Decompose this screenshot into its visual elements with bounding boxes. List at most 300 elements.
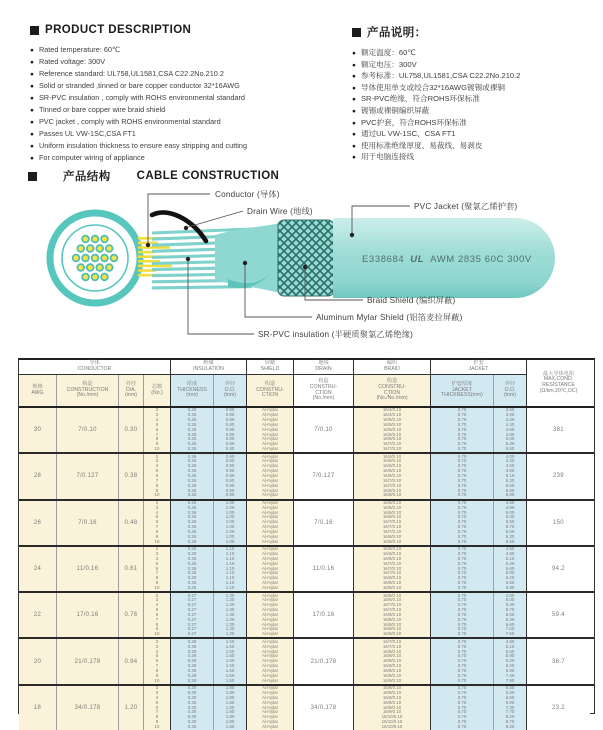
value-line: Al-mylar	[261, 560, 279, 566]
value-line: 16/5/0.10	[382, 499, 402, 505]
value-line: 0.70	[457, 407, 467, 413]
value-line: 0.70	[457, 412, 467, 418]
cell-resistance	[527, 686, 590, 730]
value-line: 0.70	[457, 658, 467, 664]
value-line: 6	[155, 611, 159, 617]
value-line: 5	[155, 560, 159, 566]
table-row-awg-22	[19, 593, 594, 639]
subheader-construction	[57, 375, 119, 406]
value: 1.20	[124, 704, 138, 711]
value-line: 3	[155, 643, 159, 649]
value-line: 0.70	[457, 524, 467, 530]
value-line: 0.25	[187, 555, 197, 561]
value-line: 0.80	[225, 417, 235, 423]
subheader-line: 构造	[318, 378, 329, 385]
value-line: Al-mylar	[261, 504, 279, 510]
subheader-line: 外径	[125, 381, 137, 388]
subheader-line: CONSTRU-	[309, 383, 338, 390]
value-line: 1.00	[225, 514, 235, 520]
value: 23.2	[552, 704, 565, 711]
core-dot	[87, 245, 94, 252]
value: 0.61	[124, 566, 138, 573]
value-line: 2	[155, 638, 159, 644]
construction-title-cn: 产品结构	[63, 171, 111, 183]
cell-cores	[144, 501, 171, 545]
value-line: 0.70	[457, 580, 467, 586]
value-line: 1.30	[225, 592, 235, 598]
cell-drain	[294, 408, 354, 452]
value-line: 10	[154, 677, 160, 683]
value-line: 16/7/0.10	[382, 607, 402, 613]
value-line: 16/5/0.10	[382, 463, 402, 469]
value-line: 0.27	[187, 607, 197, 613]
value: 17/0.16	[76, 612, 99, 619]
cell-resistance	[527, 593, 590, 637]
value-line: 5	[155, 607, 159, 613]
subheader-line: (No.)	[151, 389, 163, 396]
value-line: 6.80	[505, 584, 515, 590]
subheader-line: DIA.	[125, 386, 137, 393]
value-line: 0.28	[187, 672, 197, 678]
value-line: 1.50	[225, 643, 235, 649]
value-line: 0.25	[187, 546, 197, 552]
cell-braid	[354, 454, 431, 498]
value-line: 6.00	[505, 492, 515, 498]
value-line: 16/8/0.10	[382, 492, 402, 498]
value-line: 1.80	[225, 699, 235, 705]
value-line: 16/4/0.10	[382, 407, 402, 413]
value-line: 1.30	[225, 631, 235, 637]
value-line: 0.70	[457, 504, 467, 510]
value-line: 1.30	[225, 626, 235, 632]
value-line: 0.25	[187, 551, 197, 557]
value: 0.76	[124, 612, 138, 619]
value-line: 10	[154, 492, 160, 498]
jacket-print-cert: E338684	[362, 254, 405, 265]
value: 22	[33, 612, 42, 619]
value-line: Al-mylar	[261, 482, 279, 488]
value-line: 16/6/0.10	[382, 473, 402, 479]
value-line: 0.70	[457, 499, 467, 505]
value-line: 0.80	[225, 441, 235, 447]
product-notes-heading	[352, 24, 521, 40]
cell-dia	[119, 408, 144, 452]
product-note-item: ● 用于电脑连接线	[352, 152, 521, 164]
cell-drain	[294, 454, 354, 498]
subheader-braid	[354, 375, 431, 406]
value-line: 1.00	[225, 538, 235, 544]
value: 11/0.16	[312, 566, 335, 573]
cell-dia	[119, 454, 144, 498]
value-line: 1.30	[225, 616, 235, 622]
value-line: 0.70	[457, 689, 467, 695]
cell-drain	[294, 593, 354, 637]
value-line: 16/4/0.10	[382, 453, 402, 459]
value-line: Al-mylar	[261, 524, 279, 530]
subheader-line: THICKNESS	[177, 386, 207, 393]
value-line: 6.00	[505, 529, 515, 534]
cell-braid	[354, 501, 431, 545]
value-line: 16/5/0.10	[382, 417, 402, 423]
cell-drain	[294, 686, 354, 730]
value-line: 8	[155, 529, 159, 534]
value-line: Al-mylar	[261, 487, 279, 493]
value-line: 0.25	[187, 446, 197, 452]
cell-braid	[354, 593, 431, 637]
value-line: 16/8/0.10	[382, 580, 402, 586]
value-line: 0.25	[187, 421, 197, 427]
cell-construction	[57, 639, 119, 683]
value-line: Al-mylar	[261, 672, 279, 678]
value-line: 0.80	[225, 412, 235, 418]
value-line: 0.26	[187, 487, 197, 493]
subheader-line: CONSTRUCTION	[66, 386, 109, 393]
core-dot	[77, 245, 84, 252]
value-line: 16/8/0.10	[382, 631, 402, 637]
value-line: 16/9/0.10	[382, 667, 402, 673]
value-line: 0.25	[187, 431, 197, 437]
cell-jacket-thickness	[431, 408, 494, 452]
value-line: 6	[155, 658, 159, 664]
value-line: 0.70	[457, 602, 467, 608]
value-line: 0.70	[457, 468, 467, 474]
group-jacket: 护套 JACKET	[431, 360, 527, 375]
value-line: 1.80	[225, 685, 235, 691]
value-line: 0.70	[457, 611, 467, 617]
value-line: 0.70	[457, 719, 467, 725]
value-line: 0.25	[187, 575, 197, 581]
subheader-line: (No./No./mm)	[376, 395, 408, 402]
product-note-item: ● 镀锡或裸铜编织屏蔽	[352, 106, 521, 118]
cell-construction	[57, 454, 119, 498]
cell-braid	[354, 686, 431, 730]
cell-ins-od	[214, 593, 247, 637]
core-dot	[92, 255, 99, 262]
value-line: Al-mylar	[261, 421, 279, 427]
cell-jacket-od	[494, 501, 527, 545]
cell-ins-od	[214, 639, 247, 683]
group-resistance	[527, 360, 590, 406]
core-dot	[92, 274, 99, 281]
subheader-line: O.D.	[224, 386, 236, 393]
value-line: 1.80	[225, 704, 235, 710]
value-line: 16/7/0.10	[382, 529, 402, 534]
value-line: 0.70	[457, 723, 467, 729]
value-line: 16/8/0.10	[382, 611, 402, 617]
value-line: Al-mylar	[261, 519, 279, 525]
value-line: 4	[155, 463, 159, 469]
value-line: 6	[155, 519, 159, 525]
value-line: 0.26	[187, 533, 197, 539]
value-line: 0.90	[225, 492, 235, 498]
value-line: Al-mylar	[261, 597, 279, 603]
subheader-ins-thickness	[171, 375, 214, 406]
value-line: 4.40	[505, 421, 515, 427]
subheader-awg	[19, 375, 57, 406]
product-note-item: ● 使用标准绝缘厚度、易裁线、易剥皮	[352, 141, 521, 153]
core-dot	[101, 236, 108, 243]
product-note-item: ● 额定电压：300V	[352, 60, 521, 72]
cell-resistance	[527, 454, 590, 498]
value-line: 0.70	[457, 417, 467, 423]
value-line: 0.25	[187, 565, 197, 571]
group-drain: 地线 DRAIN	[294, 360, 354, 375]
value-line: Al-mylar	[261, 616, 279, 622]
value-line: 2	[155, 546, 159, 552]
value-line: 1.10	[225, 560, 235, 566]
value-line: 0.25	[187, 412, 197, 418]
value-line: 0.26	[187, 538, 197, 544]
value-line: 1.30	[225, 597, 235, 603]
value-line: 5.70	[505, 607, 515, 613]
value-line: 0.27	[187, 602, 197, 608]
subheader-line: 规格	[32, 383, 43, 390]
table-row-awg-20	[19, 639, 594, 685]
value-line: 4.60	[505, 463, 515, 469]
value-line: Al-mylar	[261, 551, 279, 557]
value-line: 6.20	[505, 658, 515, 664]
value-line: 0.70	[457, 648, 467, 654]
value-line: 0.70	[457, 694, 467, 700]
cell-jacket-thickness	[431, 547, 494, 591]
value-line: 5.30	[505, 514, 515, 520]
value-line: Al-mylar	[261, 653, 279, 659]
value-line: 16/8/0.10	[382, 663, 402, 669]
table-row-awg-26	[19, 501, 594, 547]
cell-ins-thickness	[171, 408, 214, 452]
product-description-heading	[30, 24, 247, 36]
value: 7/0.10	[78, 427, 97, 434]
subheader-line: 厚度	[186, 381, 198, 388]
value: 34/0.178	[310, 704, 337, 711]
subheader-drain	[294, 375, 354, 406]
value-line: 0.70	[457, 453, 467, 459]
value: 0.30	[124, 427, 138, 434]
value-line: 1.00	[225, 504, 235, 510]
value-line: Al-mylar	[261, 607, 279, 613]
cell-braid	[354, 408, 431, 452]
spec-table-body	[19, 408, 594, 730]
product-description-item: ● Uniform insulation thickness to ensure easy stripping and cutting	[30, 140, 247, 152]
value-line: 5.30	[505, 477, 515, 483]
cell-ins-od	[214, 686, 247, 730]
jacket-print-spec: AWM 2835 60C 300V	[430, 254, 532, 265]
value-line: 1.10	[225, 551, 235, 557]
cell-ins-od	[214, 408, 247, 452]
value-line: 1.10	[225, 584, 235, 590]
value-line: 16/7/0.10	[382, 482, 402, 488]
value-line: Al-mylar	[261, 699, 279, 705]
value-line: 6.50	[505, 538, 515, 544]
core-dot	[101, 255, 108, 262]
value-line: 0.30	[187, 723, 197, 729]
group-insulation: 绝缘 INSULATION	[171, 360, 247, 375]
value-line: 4.90	[505, 468, 515, 474]
subheader-shield	[247, 375, 294, 406]
cell-ins-thickness	[171, 454, 214, 498]
product-note-item: ● 额定温度：60℃	[352, 48, 521, 60]
cell-shield	[247, 454, 294, 498]
value-line: 0.25	[187, 426, 197, 432]
value-line: 0.70	[457, 519, 467, 525]
cell-ins-od	[214, 501, 247, 545]
value-line: Al-mylar	[261, 492, 279, 498]
cell-drain	[294, 501, 354, 545]
subheader-line: 芯数	[151, 383, 163, 390]
value-line: 3	[155, 551, 159, 557]
table-row-awg-24	[19, 547, 594, 593]
subheader-line: 外径	[224, 381, 236, 388]
cell-awg	[19, 454, 57, 498]
value-line: 16/8/0.10	[382, 533, 402, 539]
value-line: 7.30	[505, 704, 515, 710]
value-line: 5.10	[505, 473, 515, 479]
value-line: 16/6/0.10	[382, 592, 402, 598]
value-line: Al-mylar	[261, 446, 279, 452]
value-line: 1.50	[225, 663, 235, 669]
value-line: 0.70	[457, 677, 467, 683]
value-line: Al-mylar	[261, 546, 279, 552]
value-line: 0.70	[457, 565, 467, 571]
value-line: 16/10/0.10	[381, 723, 403, 729]
value-line: 16/8/0.10	[382, 616, 402, 622]
value-line: 0.26	[187, 458, 197, 464]
value-line: 1.10	[225, 546, 235, 552]
product-note-item: ● 导体使用单支或绞合32*16AWG镀锡或裸铜	[352, 83, 521, 95]
cell-construction	[57, 593, 119, 637]
value-line: 5.50	[505, 446, 515, 452]
product-note-item: ● PVC护套，符合ROHS环保标准	[352, 118, 521, 130]
cell-braid	[354, 639, 431, 683]
value-line: 1.80	[225, 719, 235, 725]
value-line: 4	[155, 602, 159, 608]
value-line: 0.26	[187, 463, 197, 469]
cell-construction	[57, 501, 119, 545]
value-line: 1.50	[225, 638, 235, 644]
value-line: 1.00	[225, 499, 235, 505]
value-line: 0.25	[187, 441, 197, 447]
value-line: 0.70	[457, 538, 467, 544]
value-line: Al-mylar	[261, 529, 279, 534]
subheader-line: (mm)	[185, 392, 199, 399]
value-line: 0.70	[457, 482, 467, 488]
value-line: 1.50	[225, 648, 235, 654]
value-line: Al-mylar	[261, 631, 279, 637]
value-line: 16/8/0.10	[382, 648, 402, 654]
value-line: 0.70	[457, 667, 467, 673]
value-line: 16/6/0.10	[382, 597, 402, 603]
value: 0.38	[124, 473, 138, 480]
cell-shield	[247, 686, 294, 730]
value-line: 0.70	[457, 487, 467, 493]
value-line: 4.80	[505, 504, 515, 510]
product-description-item: ● Solid or stranded ,tinned or bare copper conductor 32*16AWG	[30, 80, 247, 92]
value-line: 7	[155, 477, 159, 483]
value-line: Al-mylar	[261, 431, 279, 437]
cell-shield	[247, 593, 294, 637]
value-line: 0.70	[457, 607, 467, 613]
value-line: Al-mylar	[261, 458, 279, 464]
value-line: 5.10	[505, 555, 515, 561]
cell-ins-od	[214, 454, 247, 498]
value: 30	[33, 427, 42, 434]
value-line: 3.90	[505, 412, 515, 418]
value-line: Al-mylar	[261, 473, 279, 479]
value-line: 9	[155, 441, 159, 447]
value-line: 7.00	[505, 626, 515, 632]
value: 26	[33, 519, 42, 526]
value: 7/0.127	[312, 473, 335, 480]
value-line: 1.50	[225, 672, 235, 678]
subheader-line: 外径	[504, 381, 516, 388]
subheader-line: CONSTRU-	[378, 383, 406, 390]
cell-resistance	[527, 501, 590, 545]
value-line: Al-mylar	[261, 704, 279, 710]
value-line: 2	[155, 407, 159, 413]
spec-table	[18, 358, 595, 729]
value-line: 6	[155, 426, 159, 432]
cell-jacket-od	[494, 408, 527, 452]
cell-dia	[119, 593, 144, 637]
product-notes-list	[352, 48, 521, 164]
cell-jacket-thickness	[431, 501, 494, 545]
value-line: 0.25	[187, 436, 197, 442]
value-line: 4	[155, 555, 159, 561]
table-row-awg-28	[19, 454, 594, 500]
resistance-header-line: 最大导体电阻	[542, 370, 575, 377]
value-line: 16/7/0.10	[382, 602, 402, 608]
value-line: 0.80	[225, 431, 235, 437]
value-line: 5.50	[505, 519, 515, 525]
value-line: 16/8/0.10	[382, 584, 402, 590]
value-line: 5.00	[505, 597, 515, 603]
conductor-strand	[138, 265, 172, 268]
cell-shield	[247, 639, 294, 683]
value-line: 0.27	[187, 597, 197, 603]
construction-title-en: CABLE CONSTRUCTION	[136, 170, 280, 182]
value-line: 0.90	[225, 458, 235, 464]
value: 7/0.16	[78, 519, 97, 526]
value-line: 0.90	[225, 468, 235, 474]
value-line: 16/7/0.10	[382, 446, 402, 452]
value-line: 1.30	[225, 611, 235, 617]
value-line: 8	[155, 575, 159, 581]
value-line: 0.30	[187, 709, 197, 715]
value-line: 0.26	[187, 492, 197, 498]
value-line: 1.00	[225, 524, 235, 530]
value-line: 5.40	[505, 560, 515, 566]
value-line: Al-mylar	[261, 694, 279, 700]
value-line: 5.00	[505, 436, 515, 442]
value-line: 1.10	[225, 575, 235, 581]
value-line: 0.27	[187, 621, 197, 627]
value-line: 1.30	[225, 621, 235, 627]
value-line: 5.10	[505, 643, 515, 649]
value-line: Al-mylar	[261, 638, 279, 644]
value: 21/0.178	[74, 658, 101, 665]
value-line: Al-mylar	[261, 685, 279, 691]
value-line: 16/10/0.10	[381, 719, 403, 725]
value-line: Al-mylar	[261, 663, 279, 669]
value-line: Al-mylar	[261, 648, 279, 654]
value-line: 0.90	[225, 477, 235, 483]
value-line: 7.70	[505, 709, 515, 715]
cell-ins-thickness	[171, 501, 214, 545]
value-line: 16/7/0.10	[382, 477, 402, 483]
value-line: 9	[155, 487, 159, 493]
value-line: Al-mylar	[261, 509, 279, 515]
value-line: 4.50	[505, 499, 515, 505]
